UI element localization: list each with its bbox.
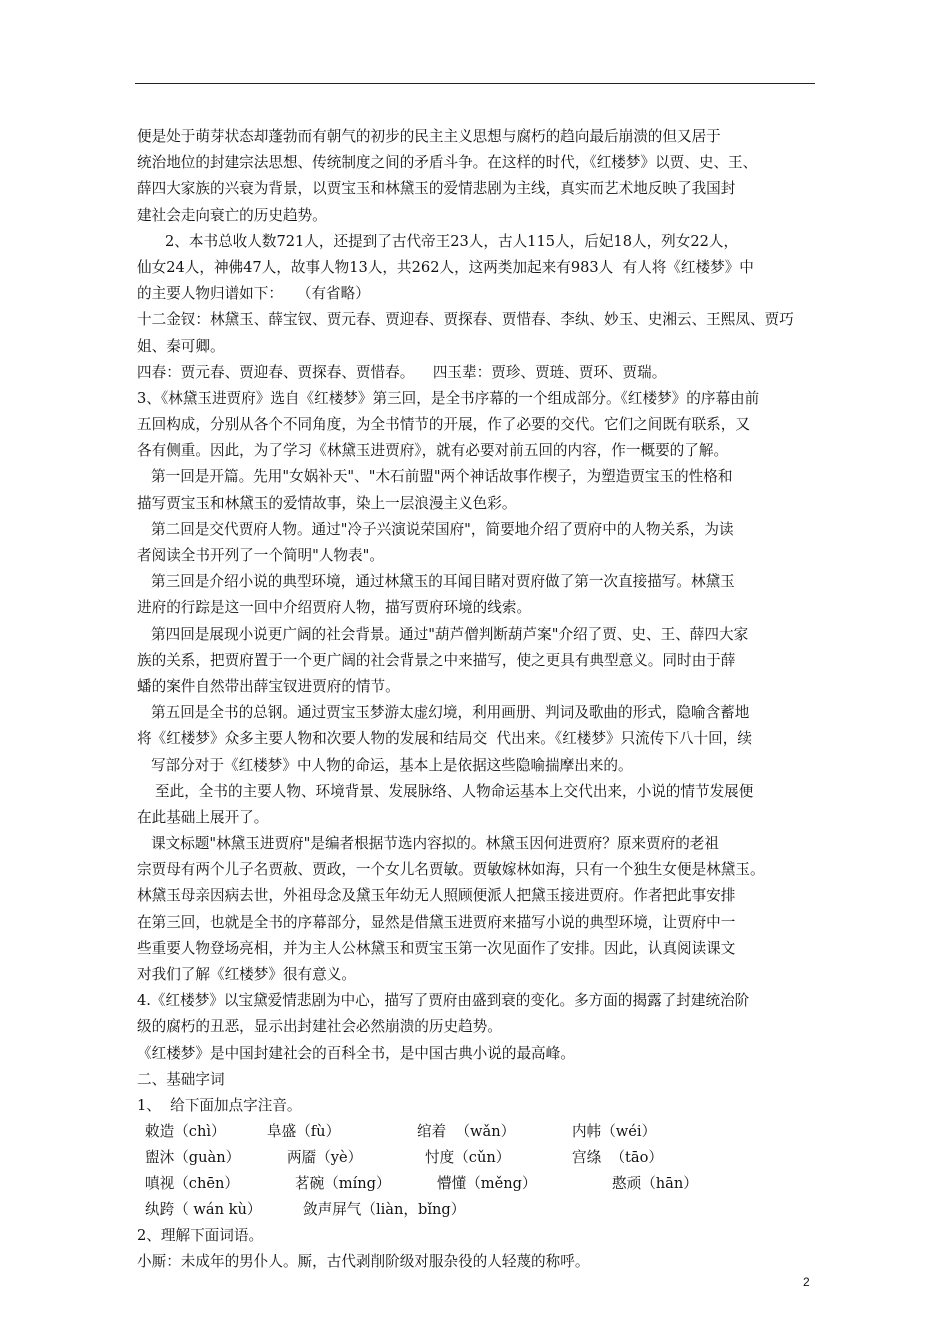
text-line: 第四回是展现小说更广阔的社会背景。通过"葫芦僧判断葫芦案"介绍了贾、史、王、薛四大家 bbox=[151, 625, 749, 643]
text-line: 4.《红楼梦》以宝黛爱情悲剧为中心，描写了贾府由盛到衰的变化。多方面的揭露了封建统治阶 bbox=[137, 992, 750, 1010]
text-line: 将《红楼梦》众多主要人物和次要人物的发展和结局交 代出来。《红楼梦》只流传下八十回，续 bbox=[137, 730, 752, 748]
text-line: 在第三回，也就是全书的序幕部分，显然是借黛玉进贾府来描写小说的典型环境，让贾府中一 bbox=[137, 913, 736, 931]
header-rule bbox=[135, 83, 815, 84]
section-heading: 二、基础字词 bbox=[137, 1070, 225, 1088]
vocab-item: 内帏（wéi） bbox=[572, 1123, 657, 1141]
vocab-item: 敕造（chì） bbox=[145, 1123, 226, 1141]
vocab-item: 嗔视（chēn） bbox=[145, 1175, 239, 1193]
vocab-row bbox=[137, 1145, 821, 1171]
vocab-item: 敛声屏气（liàn，bǐng） bbox=[303, 1201, 466, 1219]
text-line: 四春：贾元春、贾迎春、贾探春、贾惜春。 四玉辈：贾珍、贾琏、贾环、贾瑞。 bbox=[137, 363, 667, 381]
text-line: 的主要人物归谱如下： （有省略） bbox=[137, 285, 370, 303]
vocab-item: 绾着 （wǎn） bbox=[417, 1123, 516, 1141]
text-line: 蟠的案件自然带出薛宝钗进贾府的情节。 bbox=[137, 677, 400, 695]
text-line: 第二回是交代贾府人物。通过"冷子兴演说荣国府"，简要地介绍了贾府中的人物关系，为读 bbox=[151, 520, 734, 538]
text-line: 进府的行踪是这一回中介绍贾府人物，描写贾府环境的线索。 bbox=[137, 599, 532, 617]
vocab-item: 两靥（yè） bbox=[287, 1149, 363, 1167]
vocab-item: 忖度（cǔn） bbox=[425, 1149, 511, 1167]
text-line: 描写贾宝玉和林黛玉的爱情故事，染上一层浪漫主义色彩。 bbox=[137, 494, 517, 512]
vocab-item: 憨顽（hān） bbox=[612, 1175, 698, 1193]
text-line: 十二金钗：林黛玉、薛宝钗、贾元春、贾迎春、贾探春、贾惜春、李纨、妙玉、史湘云、王熙凤、贾巧 bbox=[137, 311, 794, 329]
vocab-item: 懵懂（měng） bbox=[437, 1175, 537, 1193]
vocab-row bbox=[137, 1197, 821, 1223]
text-line: 级的腐朽的丑恶，显示出封建社会必然崩溃的历史趋势。 bbox=[137, 1018, 502, 1036]
text-line: 姐、秦可卿。 bbox=[137, 337, 225, 355]
vocab-row bbox=[137, 1171, 821, 1197]
text-line: 薛四大家族的兴衰为背景，以贾宝玉和林黛玉的爱情悲剧为主线，真实而艺术地反映了我国封 bbox=[137, 180, 736, 198]
page-number: 2 bbox=[803, 1275, 810, 1289]
question-heading: 2、理解下面词语。 bbox=[137, 1227, 264, 1245]
text-line: 在此基础上展开了。 bbox=[137, 808, 269, 826]
vocab-list bbox=[137, 1119, 821, 1223]
text-line: 便是处于萌芽状态却蓬勃而有朝气的初步的民主主义思想与腐朽的趋向最后崩溃的但又居于 bbox=[137, 128, 721, 145]
vocab-item: 茗碗（míng） bbox=[295, 1175, 391, 1193]
text-line: 者阅读全书开列了一个简明"人物表"。 bbox=[137, 547, 384, 564]
text-line: 宗贾母有两个儿子名贾赦、贾政，一个女儿名贾敏。贾敏嫁林如海，只有一个独生女便是林黛玉。 bbox=[137, 861, 765, 879]
text-line: 课文标题"林黛玉进贾府"是编者根据节选内容拟的。林黛玉因何进贾府？原来贾府的老祖 bbox=[151, 835, 719, 853]
vocab-item: 阜盛（fù） bbox=[267, 1123, 341, 1141]
text-line: 写部分对于《红楼梦》中人物的命运，基本上是依据这些隐喻揣摩出来的。 bbox=[151, 756, 633, 774]
text-line: 林黛玉母亲因病去世，外祖母念及黛玉年幼无人照顾便派人把黛玉接进贾府。作者把此事安排 bbox=[137, 887, 736, 905]
text-line: 仙女24人，神佛47人，故事人物13人，共262人，这两类加起来有983人 有人将《红楼梦》中 bbox=[137, 258, 754, 276]
text-line: 第五回是全书的总钢。通过贾宝玉梦游太虚幻境，利用画册、判词及歌曲的形式，隐喻含蓄地 bbox=[151, 704, 750, 722]
text-line: 建社会走向衰亡的历史趋势。 bbox=[137, 206, 327, 224]
vocab-item: 盥沐（guàn） bbox=[145, 1149, 241, 1167]
text-line: 统治地位的封建宗法思想、传统制度之间的矛盾斗争。在这样的时代，《红楼梦》以贾、史、王、 bbox=[137, 154, 758, 172]
text-line: 五回构成，分别从各个不同角度，为全书情节的开展，作了必要的交代。它们之间既有联系，又 bbox=[137, 416, 750, 434]
text-line: 《红楼梦》是中国封建社会的百科全书，是中国古典小说的最高峰。 bbox=[137, 1044, 575, 1062]
vocab-row bbox=[137, 1119, 821, 1145]
text-line: 各有侧重。因此，为了学习《林黛玉进贾府》，就有必要对前五回的内容，作一概要的了解。 bbox=[137, 442, 729, 460]
text-line: 小厮：未成年的男仆人。厮，古代剥削阶级对服杂役的人轻蔑的称呼。 bbox=[137, 1253, 590, 1271]
question-heading: 1、 给下面加点字注音。 bbox=[137, 1096, 302, 1114]
text-line: 族的关系，把贾府置于一个更广阔的社会背景之中来描写，使之更具有典型意义。同时由于薛 bbox=[137, 651, 736, 669]
text-line: 第一回是开篇。先用"女娲补天"、"木石前盟"两个神话故事作楔子，为塑造贾宝玉的性格和 bbox=[151, 468, 733, 486]
vocab-item: 纨跨（ wán kù） bbox=[145, 1201, 262, 1219]
text-line: 些重要人物登场亮相，并为主人公林黛玉和贾宝玉第一次见面作了安排。因此，认真阅读课文 bbox=[137, 939, 736, 957]
text-line: 3、《林黛玉进贾府》选自《红楼梦》第三回，是全书序幕的一个组成部分。《红楼梦》的序幕由前 bbox=[137, 389, 760, 407]
document-body bbox=[137, 124, 821, 1276]
text-line: 第三回是介绍小说的典型环境，通过林黛玉的耳闻目睹对贾府做了第一次直接描写。林黛玉 bbox=[151, 573, 735, 591]
text-line: 对我们了解《红楼梦》很有意义。 bbox=[137, 966, 356, 983]
text-line: 至此，全书的主要人物、环境背景、发展脉络、人物命运基本上交代出来，小说的情节发展便 bbox=[155, 782, 754, 800]
vocab-item: 宫绦 （tāo） bbox=[572, 1149, 664, 1167]
text-line: 2、本书总收人数721人，还提到了古代帝王23人，古人115人，后妃18人，列女22人， bbox=[165, 232, 739, 250]
